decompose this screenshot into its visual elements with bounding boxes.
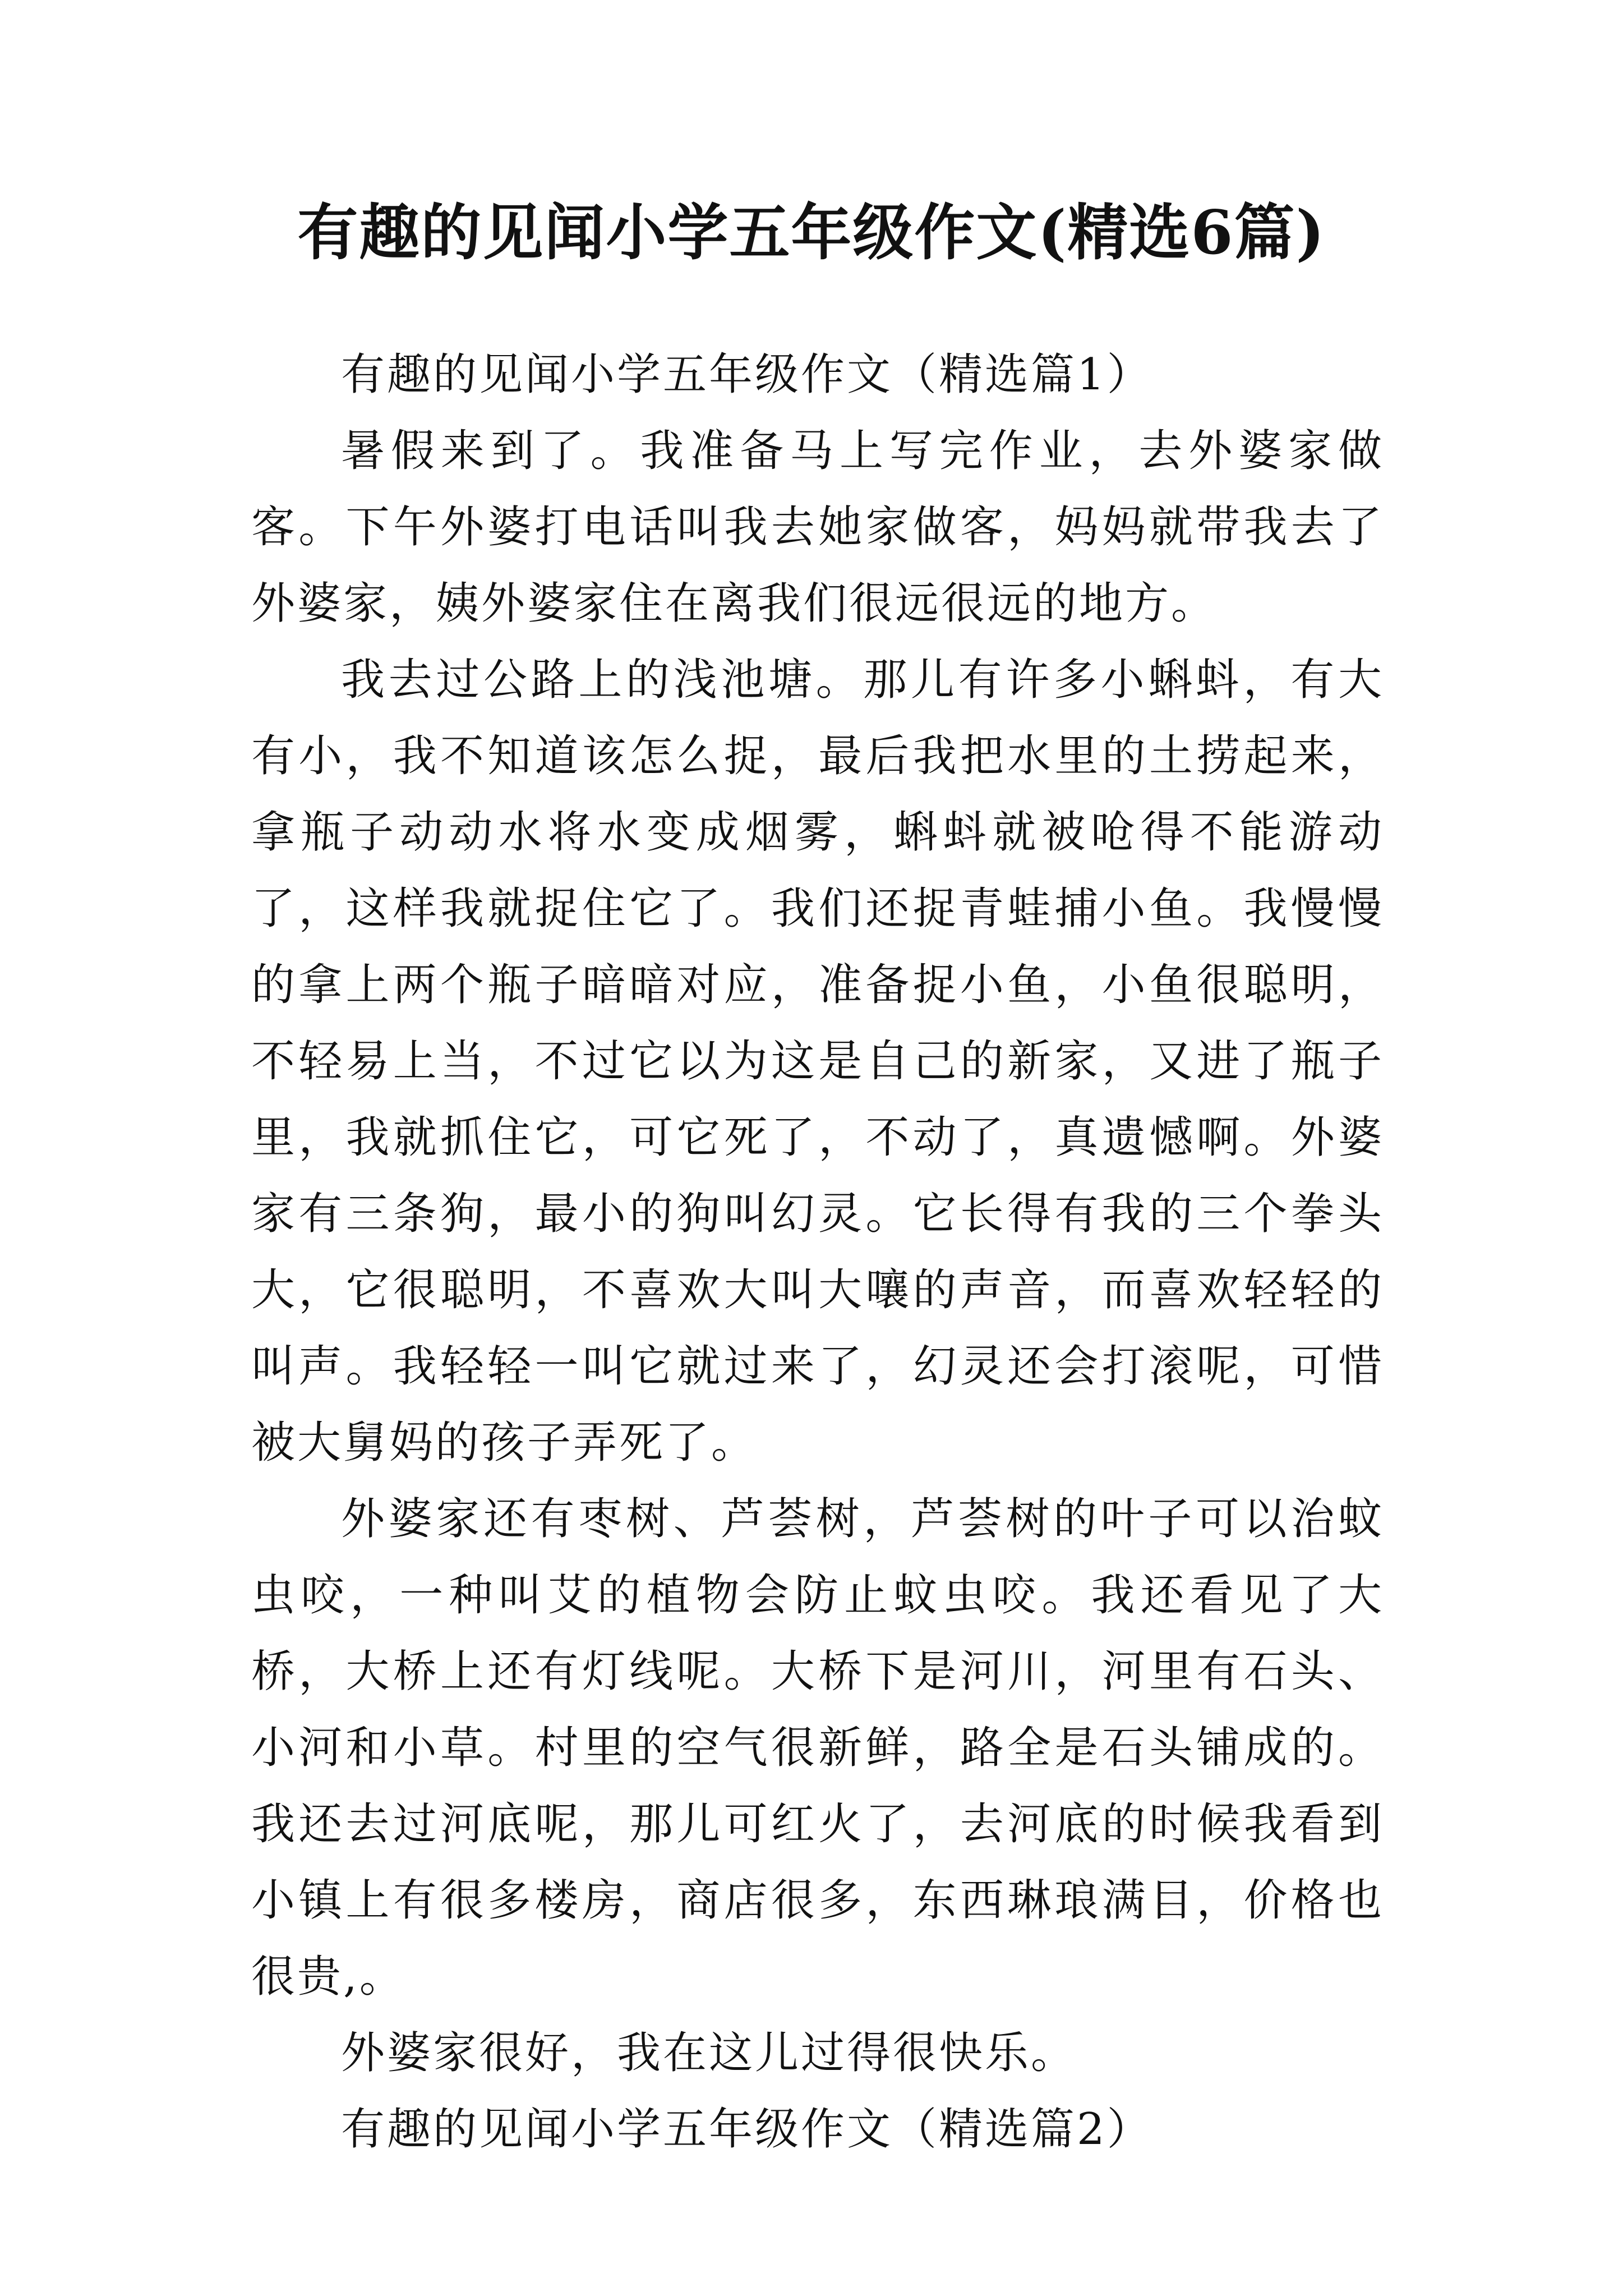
document-body [251, 337, 1384, 2168]
paragraph: 外婆家很好，我在这儿过得很快乐。 [341, 2028, 1077, 2078]
paragraph: 外婆家还有枣树、芦荟树，芦荟树的叶子可以治蚊虫咬，一种叫艾的植物会防止蚊虫咬。我还看见了大桥，大桥上还有灯线呢。大桥下是河川，河里有石头、小河和小草。村里的空气很新鲜，路全是石头铺成的。我还去过河底呢，那儿可红火了，去河底的时候我看到小镇上有很多楼房，商店很多，东西琳琅满目，价格也很贵,。 [251, 1494, 1384, 2002]
document-title: 有趣的见闻小学五年级作文(精选6篇) [297, 197, 1326, 268]
paragraph: 暑假来到了。我准备马上写完作业，去外婆家做客。下午外婆打电话叫我去她家做客，妈妈就带我去了外婆家，姨外婆家住在离我们很远很远的地方。 [251, 426, 1384, 629]
paragraph: 我去过公路上的浅池塘。那儿有许多小蝌蚪，有大有小，我不知道该怎么捉，最后我把水里的土捞起来，拿瓶子动动水将水变成烟雾，蝌蚪就被呛得不能游动了，这样我就捉住它了。我们还捉青蛙捕小鱼。我慢慢的拿上两个瓶子暗暗对应，准备捉小鱼，小鱼很聪明，不轻易上当，不过它以为这是自己的新家，又进了瓶子里，我就抓住它，可它死了，不动了，真遗憾啊。外婆家有三条狗，最小的狗叫幻灵。它长得有我的三个拳头大，它很聪明，不喜欢大叫大嚷的声音，而喜欢轻轻的叫声。我轻轻一叫它就过来了，幻灵还会打滚呢，可惜被大舅妈的孩子弄死了。 [251, 655, 1384, 1468]
section-heading-1: 有趣的见闻小学五年级作文（精选篇1） [341, 349, 1153, 400]
section-heading-2: 有趣的见闻小学五年级作文（精选篇2） [341, 2104, 1153, 2155]
